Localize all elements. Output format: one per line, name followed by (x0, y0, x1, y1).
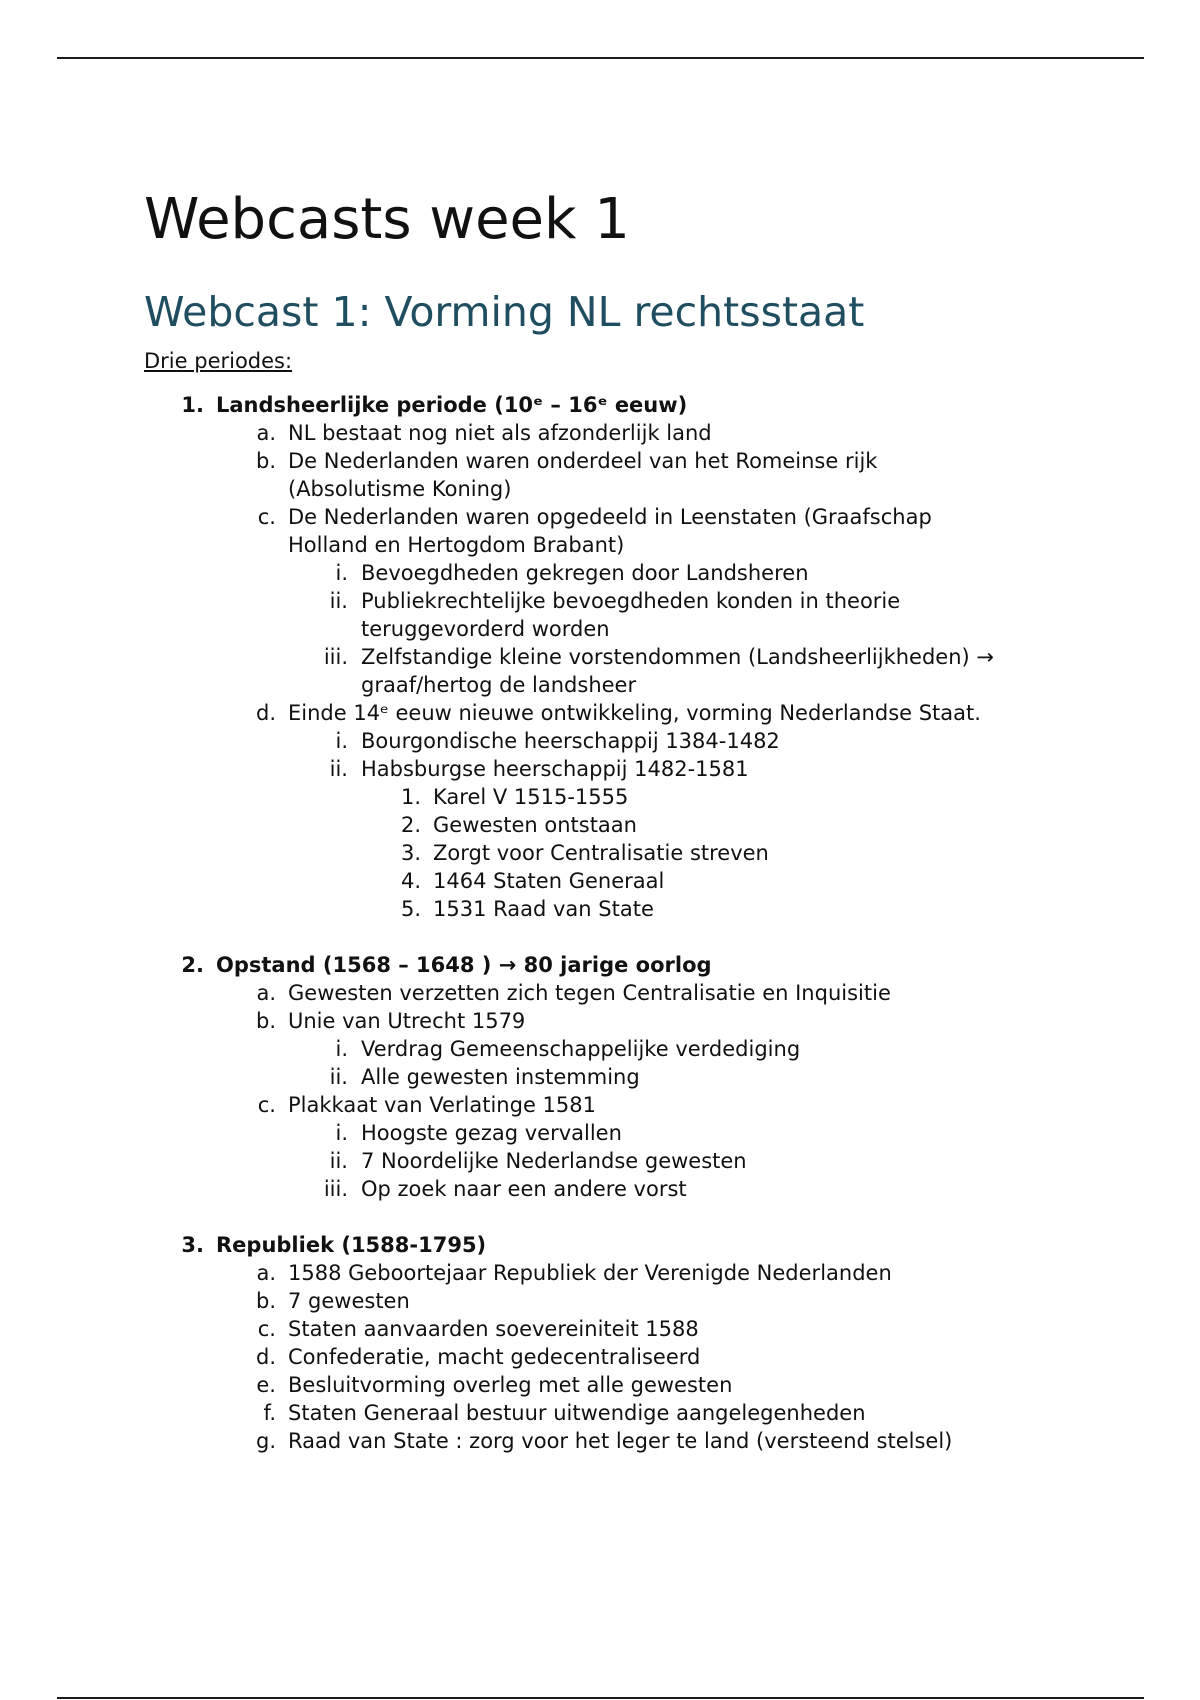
list-item (144, 1371, 1104, 1399)
list-item (144, 783, 1104, 811)
list-marker: 3. (400, 841, 421, 865)
list-marker: 1. (181, 393, 204, 417)
list-marker: b. (255, 449, 276, 473)
list-marker: c. (257, 1317, 276, 1341)
list-item (144, 1399, 1104, 1427)
period-section (144, 1231, 1104, 1455)
list-item (144, 1315, 1104, 1343)
list-item-text: Alle gewesten instemming (361, 1065, 640, 1089)
list-item-text: Plakkaat van Verlatinge 1581 (288, 1093, 596, 1117)
period-section (144, 951, 1104, 1203)
list-item-text: 7 Noordelijke Nederlandse gewesten (361, 1149, 747, 1173)
list-item-text: NL bestaat nog niet als afzonderlijk land (288, 421, 712, 445)
list-marker: ii. (329, 757, 348, 781)
list-marker: i. (335, 1121, 348, 1145)
period-heading (144, 1231, 1104, 1259)
list-item-text: Bevoegdheden gekregen door Landsheren (361, 561, 809, 585)
list-item-text: Staten aanvaarden soevereiniteit 1588 (288, 1317, 699, 1341)
list-marker: i. (335, 1037, 348, 1061)
list-item (144, 1175, 1104, 1203)
list-marker: b. (255, 1289, 276, 1313)
list-item (144, 699, 1104, 727)
list-marker: 2. (181, 953, 204, 977)
list-item (144, 503, 1104, 559)
list-item (144, 1035, 1104, 1063)
list-item-text: Karel V 1515-1555 (433, 785, 629, 809)
list-item-text: Besluitvorming overleg met alle gewesten (288, 1373, 733, 1397)
list-item-text: Verdrag Gemeenschappelijke verdediging (361, 1037, 801, 1061)
list-item (144, 1119, 1104, 1147)
list-marker: ii. (329, 589, 348, 613)
list-item (144, 643, 1104, 699)
list-item-text: Republiek (1588-1795) (216, 1233, 487, 1257)
list-marker: a. (256, 981, 276, 1005)
list-marker: 5. (400, 897, 421, 921)
list-item-text: Habsburgse heerschappij 1482-1581 (361, 757, 749, 781)
list-marker: 4. (400, 869, 421, 893)
list-marker: 1. (400, 785, 421, 809)
list-marker: a. (256, 421, 276, 445)
list-item-text: 1464 Staten Generaal (433, 869, 665, 893)
list-item (144, 1343, 1104, 1371)
list-marker: ii. (329, 1149, 348, 1173)
list-item-text: De Nederlanden waren opgedeeld in Leenstaten (Graafschap Holland en Hertogdom Brabant) (288, 505, 932, 557)
list-marker: 2. (400, 813, 421, 837)
list-item-text: Staten Generaal bestuur uitwendige aangelegenheden (288, 1401, 866, 1425)
list-item-text: Zelfstandige kleine vorstendommen (Landsheerlijkheden) → graaf/hertog de landsheer (361, 645, 994, 697)
list-item-text: Gewesten verzetten zich tegen Centralisatie en Inquisitie (288, 981, 891, 1005)
period-heading (144, 951, 1104, 979)
list-item-text: 7 gewesten (288, 1289, 410, 1313)
list-item-text: Raad van State : zorg voor het leger te land (versteend stelsel) (288, 1429, 953, 1453)
list-marker: d. (255, 701, 276, 725)
list-item (144, 447, 1104, 503)
list-item-text: De Nederlanden waren onderdeel van het Romeinse rijk (Absolutisme Koning) (288, 449, 878, 501)
bottom-rule (57, 1697, 1144, 1699)
list-item-text: 1531 Raad van State (433, 897, 654, 921)
list-item-text: Unie van Utrecht 1579 (288, 1009, 526, 1033)
list-item (144, 1007, 1104, 1035)
list-item-text: Zorgt voor Centralisatie streven (433, 841, 769, 865)
list-item (144, 1287, 1104, 1315)
section-heading: Webcast 1: Vorming NL rechtsstaat (144, 288, 865, 336)
list-marker: c. (257, 505, 276, 529)
list-marker: i. (335, 729, 348, 753)
list-item (144, 839, 1104, 867)
top-rule (57, 57, 1144, 59)
list-marker: c. (257, 1093, 276, 1117)
list-item-text: Hoogste gezag vervallen (361, 1121, 622, 1145)
intro-label: Drie periodes: (144, 349, 293, 373)
list-marker: d. (255, 1345, 276, 1369)
outline-list (144, 391, 1104, 1483)
list-item (144, 979, 1104, 1007)
list-marker: i. (335, 561, 348, 585)
document-title: Webcasts week 1 (144, 187, 630, 252)
list-item-text: Bourgondische heerschappij 1384-1482 (361, 729, 780, 753)
list-item (144, 559, 1104, 587)
list-marker: 3. (181, 1233, 204, 1257)
list-item (144, 727, 1104, 755)
list-item-text: Landsheerlijke periode (10ᵉ – 16ᵉ eeuw) (216, 393, 688, 417)
list-item (144, 755, 1104, 783)
period-section (144, 391, 1104, 923)
list-item (144, 1091, 1104, 1119)
list-marker: a. (256, 1261, 276, 1285)
list-item-text: 1588 Geboortejaar Republiek der Verenigde Nederlanden (288, 1261, 892, 1285)
list-marker: b. (255, 1009, 276, 1033)
list-marker: iii. (323, 645, 348, 669)
period-heading (144, 391, 1104, 419)
list-item (144, 1427, 1104, 1455)
list-marker: iii. (323, 1177, 348, 1201)
list-item (144, 1147, 1104, 1175)
list-item (144, 867, 1104, 895)
list-item-text: Confederatie, macht gedecentraliseerd (288, 1345, 701, 1369)
list-item-text: Op zoek naar een andere vorst (361, 1177, 687, 1201)
list-item (144, 419, 1104, 447)
list-marker: ii. (329, 1065, 348, 1089)
list-marker: g. (255, 1429, 276, 1453)
list-item (144, 895, 1104, 923)
list-marker: e. (256, 1373, 276, 1397)
list-item-text: Opstand (1568 – 1648 ) → 80 jarige oorlog (216, 953, 712, 977)
list-item-text: Publiekrechtelijke bevoegdheden konden in theorie teruggevorderd worden (361, 589, 901, 641)
list-item (144, 1063, 1104, 1091)
list-marker: f. (263, 1401, 276, 1425)
list-item-text: Einde 14ᵉ eeuw nieuwe ontwikkeling, vorming Nederlandse Staat. (288, 701, 981, 725)
list-item-text: Gewesten ontstaan (433, 813, 637, 837)
list-item (144, 811, 1104, 839)
list-item (144, 587, 1104, 643)
list-item (144, 1259, 1104, 1287)
